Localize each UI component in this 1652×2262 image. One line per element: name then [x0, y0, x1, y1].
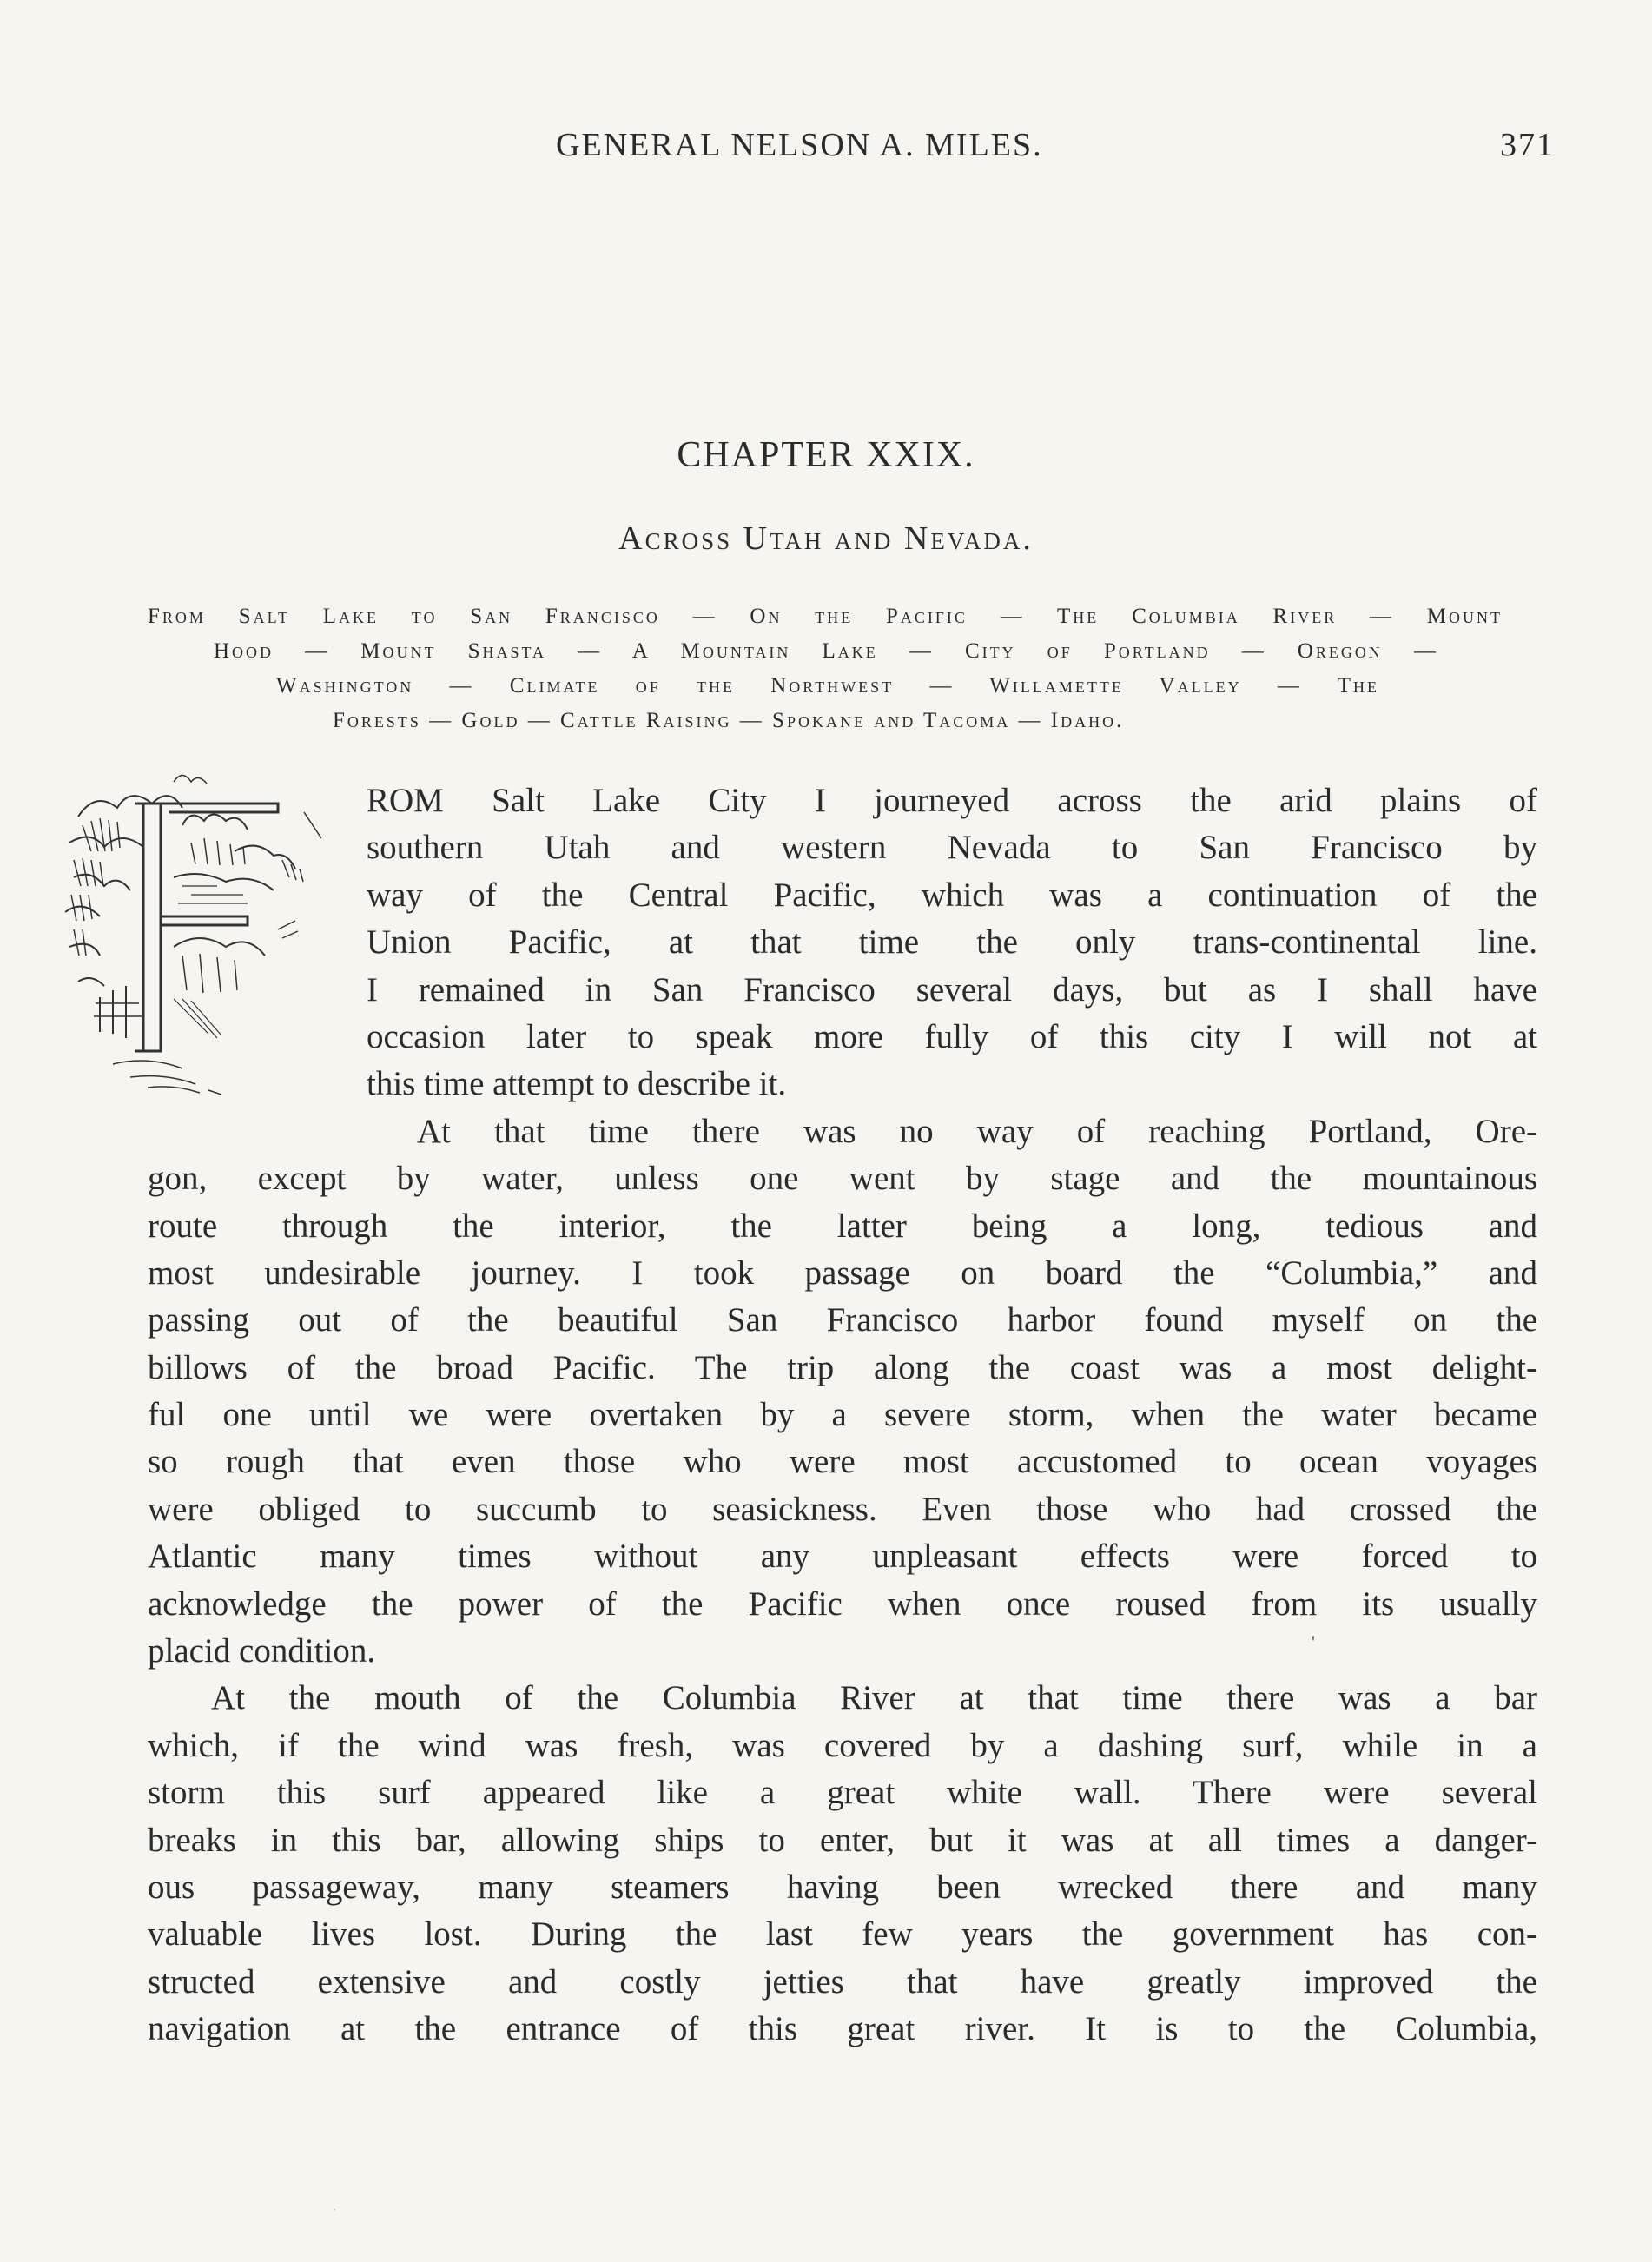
synopsis-line: Hood — Mount Shasta — A Mountain Lake — City of Portland — Oregon —: [214, 639, 1438, 663]
text-line: At the mouth of the Columbia River at that time there was a bar: [211, 1679, 1537, 1717]
text-line: structed extensive and costly jetties that have greatly improved the: [148, 1962, 1537, 2001]
text-line: navigation at the entrance of this great river. It is to the Columbia,: [148, 2010, 1537, 2048]
synopsis-line: Washington — Climate of the Northwest — Willamette Valley — The: [276, 674, 1379, 698]
print-speck: ·: [332, 2203, 337, 2218]
text-line: valuable lives lost. During the last few years the government has con-: [148, 1915, 1537, 1954]
text-line: this time attempt to describe it.: [367, 1065, 787, 1103]
print-speck: ': [1312, 1631, 1315, 1653]
chapter-number: CHAPTER XXIX.: [677, 435, 975, 475]
synopsis-line: Forests — Gold — Cattle Raising — Spokane and Tacoma — Idaho.: [333, 709, 1125, 732]
text-line: ous passageway, many steamers having been wrecked there and many: [148, 1868, 1537, 1906]
text-line: breaks in this bar, allowing ships to enter, but it was at all times a danger-: [148, 1821, 1537, 1859]
text-line: billows of the broad Pacific. The trip along the coast was a most delight-: [148, 1348, 1537, 1386]
body-text: [148, 777, 1537, 2054]
text-line: storm this surf appeared like a great white wall. There were several: [148, 1774, 1537, 1812]
text-line: were obliged to succumb to seasickness. Even those who had crossed the: [148, 1490, 1537, 1528]
running-head: [556, 126, 1555, 169]
page-number: 371: [1500, 127, 1555, 163]
chapter-synopsis: [148, 599, 1503, 738]
text-line: southern Utah and western Nevada to San Francisco by: [367, 829, 1537, 867]
chapter-title: Across Utah and Nevada.: [618, 520, 1034, 557]
text-line: Atlantic many times without any unpleasant effects were forced to: [148, 1538, 1537, 1576]
text-line: placid condition.: [148, 1632, 376, 1670]
text-line: ful one until we were overtaken by a severe storm, when the water became: [148, 1396, 1537, 1434]
text-line: route through the interior, the latter being a long, tedious and: [148, 1207, 1537, 1245]
text-line: gon, except by water, unless one went by stage and the mountainous: [148, 1160, 1537, 1198]
text-line: Union Pacific, at that time the only trans-continental line.: [367, 923, 1537, 962]
text-line: way of the Central Pacific, which was a continuation of the: [367, 876, 1537, 914]
synopsis-line: From Salt Lake to San Francisco — On the Pacific — The Columbia River — Mount: [148, 605, 1503, 628]
text-line: so rough that even those who were most accustomed to ocean voyages: [148, 1443, 1537, 1481]
running-head-title: GENERAL NELSON A. MILES.: [556, 127, 1043, 163]
text-line: At that time there was no way of reaching Portland, Ore-: [417, 1112, 1537, 1150]
text-line: most undesirable journey. I took passage on board the “Columbia,” and: [148, 1253, 1537, 1292]
text-line: passing out of the beautiful San Francisco harbor found myself on the: [148, 1301, 1537, 1339]
text-line: I remained in San Francisco several days, but as I shall have: [367, 970, 1537, 1009]
text-line: occasion later to speak more fully of this city I will not at: [367, 1017, 1537, 1055]
text-line: ROM Salt Lake City I journeyed across the arid plains of: [367, 782, 1537, 819]
text-line: acknowledge the power of the Pacific when once roused from its usually: [148, 1584, 1537, 1623]
text-line: which, if the wind was fresh, was covered by a dashing surf, while in a: [148, 1726, 1537, 1764]
